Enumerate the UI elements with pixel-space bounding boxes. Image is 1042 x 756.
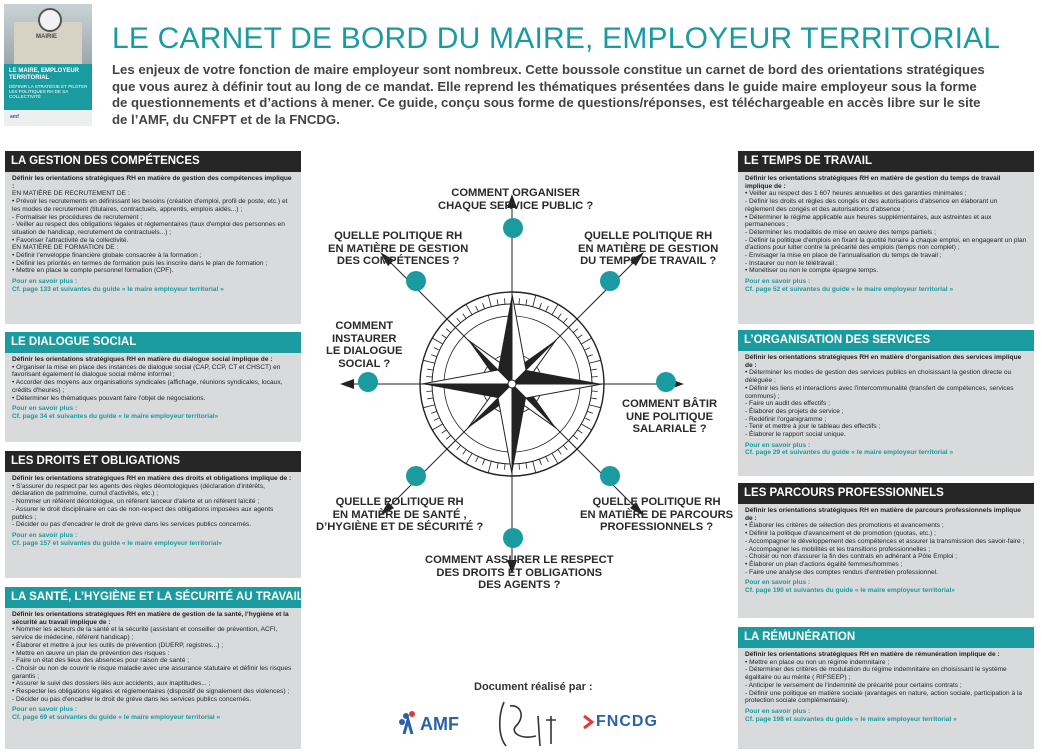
compass-tick <box>519 298 520 304</box>
list-item: • Accorder des moyens aux organisations syndicales (affichage, réunions syndicales, locaux, crédits d'heures) ; <box>12 379 283 394</box>
compass-tick <box>427 369 433 370</box>
card-body <box>5 472 301 550</box>
more-info-label: Pour en savoir plus : <box>12 278 78 286</box>
list-item: - Choisir ou non d'assurer la fin des contrats en adhérant à Pôle Emploi ; <box>745 553 958 561</box>
list-item: - Tenir et mettre à jour le tableau des effectifs ; <box>745 423 881 431</box>
compass-tick <box>526 463 527 469</box>
compass-tick <box>558 450 561 455</box>
compass-tick <box>431 355 437 357</box>
list-item: - Envisager la mise en place de l'annualisation du temps de travail ; <box>745 252 942 260</box>
card-list <box>745 522 1028 576</box>
card-list <box>745 369 1028 438</box>
compass-tick <box>427 398 433 399</box>
cnfpt-logo-text <box>496 696 499 697</box>
more-info-label: Pour en savoir plus : <box>745 579 811 587</box>
compass-tick <box>591 398 597 399</box>
question-east: COMMENT BÂTIR UNE POLITIQUE SALARIALE ? <box>622 398 718 436</box>
list-item: - Accompagner les mobilités et les transitions professionnelles ; <box>745 545 931 553</box>
card-list <box>12 483 295 529</box>
clock-icon <box>38 8 62 32</box>
card-left-1 <box>5 332 301 442</box>
compass-tick <box>446 435 451 439</box>
compass-tick <box>592 377 598 378</box>
compass-tick <box>483 459 485 465</box>
list-item: - Choisir ou non de couvrir le risque maladie avec une assurance statutaire et définir les risques garantis ; <box>12 664 292 680</box>
card-right-2 <box>738 483 1034 618</box>
compass-tick <box>505 464 506 470</box>
list-item: • Assurer le suivi des dossiers liés aux accidents, aux inaptitudes... ; <box>12 680 211 688</box>
page-title: LE CARNET DE BORD DU MAIRE, EMPLOYEUR TERRITORIAL <box>112 22 1001 55</box>
fncdg-logo-icon <box>582 714 596 730</box>
list-item: • Élaborer les critères de sélection des promotions et avancements ; <box>745 522 944 530</box>
card-lead: Définir les orientations stratégiques RH en matière d’organisation des services implique de : <box>745 354 1022 369</box>
compass-tick <box>431 411 437 413</box>
card-body <box>738 504 1034 598</box>
compass-tick <box>519 464 520 470</box>
list-item: - Nommer un référent déontologue, un référent lanceur d'alerte et un référent laïcité ; <box>12 498 260 506</box>
list-item: - Décider ou pas d'encadrer le droit de grève dans les services publics concernés. <box>12 695 252 703</box>
list-item: • Déterminer les modes de gestion des services publics en choisissant la gestion directe ou déléguée ; <box>745 369 1012 385</box>
compass-tick <box>533 295 536 307</box>
card-left-2 <box>5 451 301 578</box>
card-title: LES PARCOURS PROFESSIONNELS <box>738 483 1034 504</box>
northeast-dot <box>600 271 620 291</box>
made-by-label: Document réalisé par : <box>474 681 593 693</box>
card-lead: Définir les orientations stratégiques RH en matière de rémunération implique de : <box>745 651 1000 658</box>
compass-tick <box>497 299 498 305</box>
cover-title: LE MAIRE, EMPLOYEUR TERRITORIAL <box>9 68 80 81</box>
list-item: • Favoriser l'attractivité de la collectivité. <box>12 236 129 244</box>
compass-tick <box>587 355 593 357</box>
more-info-label: Pour en savoir plus : <box>745 441 811 449</box>
compass-tick <box>442 335 447 338</box>
compass-tick <box>426 391 432 392</box>
card-left-0 <box>5 151 301 324</box>
card-lead: Définir les orientations stratégiques RH en matière de gestion du temps de travail implique de : <box>745 175 1001 190</box>
compass-tick <box>466 304 472 314</box>
compass-tick <box>505 298 506 304</box>
fncdg-logo <box>582 713 658 735</box>
list-item: - Faire une analyse des comptes rendus d'entretien professionnel. <box>745 568 938 576</box>
card-title: L’ORGANISATION DES SERVICES <box>738 330 1034 351</box>
compass-tick <box>488 295 491 307</box>
compass-tick <box>563 445 567 450</box>
card-list <box>745 190 1028 275</box>
card-lead: Définir les orientations stratégiques RH en matière du dialogue social implique de : <box>12 356 273 363</box>
card-lead: Définir les orientations stratégiques RH en matière de gestion de la santé, l’hygiène et la sécurité au travail implique de : <box>12 611 289 626</box>
card-lead: Définir les orientations stratégiques RH en matière des droits et obligations implique de : <box>12 475 292 482</box>
cover-subtitle: DÉFINIR LA STRATÉGIE ET PILOTER LES POLITIQUES RH DE SA COLLECTIVITÉ <box>9 84 88 99</box>
card-body <box>738 351 1034 460</box>
cnfpt-logo-icon <box>496 696 566 750</box>
guide-cover-thumbnail <box>4 4 92 126</box>
compass-tick <box>585 418 590 421</box>
card-right-3 <box>738 627 1034 749</box>
southeast-dot <box>600 466 620 486</box>
compass-tick <box>573 435 578 439</box>
list-item: - Formaliser les procédures de recrutement ; <box>12 213 143 221</box>
question-north: COMMENT ORGANISER CHAQUE SERVICE PUBLIC ? <box>438 187 594 212</box>
more-info-label: Pour en savoir plus : <box>12 706 78 714</box>
card-title: LA GESTION DES COMPÉTENCES <box>5 151 301 172</box>
compass-tick <box>533 461 536 473</box>
card-title: LE DIALOGUE SOCIAL <box>5 332 301 353</box>
compass-tick <box>581 424 591 430</box>
question-south: COMMENT ASSURER LE RESPECT DES DROITS ET OBLIGATIONS DES AGENTS ? <box>425 554 614 592</box>
guide-reference-link[interactable]: Cf. page 69 et suivantes du guide « le maire employeur territorial » <box>12 714 221 722</box>
more-info-label: Pour en savoir plus : <box>745 278 811 286</box>
card-title: LA RÉMUNÉRATION <box>738 627 1034 648</box>
compass-tick <box>552 453 558 463</box>
compass-tick <box>497 463 498 469</box>
compass-tick <box>591 369 597 370</box>
question-northeast: QUELLE POLITIQUE RH EN MATIÈRE DE GESTION DU TEMPS DE TRAVAIL ? <box>578 230 719 268</box>
card-body <box>5 172 301 297</box>
north-dot <box>503 218 523 238</box>
question-west: COMMENT INSTAURER LE DIALOGUE SOCIAL ? <box>326 320 403 370</box>
more-info-label: Pour en savoir plus : <box>745 707 811 715</box>
guide-reference-link[interactable]: Cf. page 29 et suivantes du guide « le maire employeur territorial » <box>745 449 954 457</box>
more-info-label: Pour en savoir plus : <box>12 531 78 539</box>
compass-tick <box>573 329 578 333</box>
compass-tick <box>488 461 491 473</box>
compass-tick <box>546 306 549 311</box>
question-northwest: QUELLE POLITIQUE RH EN MATIÈRE DE GESTION DES COMPÉTENCES ? <box>328 230 469 268</box>
question-southwest: QUELLE POLITIQUE RH EN MATIÈRE DE SANTÉ , D’HYGIÈNE ET DE SÉCURITÉ ? <box>316 496 484 534</box>
southwest-dot <box>406 466 426 486</box>
question-southeast: QUELLE POLITIQUE RH EN MATIÈRE DE PARCOURS PROFESSIONNELS ? <box>580 496 734 534</box>
compass-tick <box>432 338 442 344</box>
list-item: • Mettre en place le compte personnel formation (CPF). <box>12 267 174 275</box>
cnfpt-logo <box>496 696 566 755</box>
list-item: EN MATIÈRE DE RECRUTEMENT DE : <box>12 190 130 198</box>
south-dot <box>503 528 523 548</box>
list-item: • Nommer les acteurs de la santé et la sécurité (assistant et conseiller de prévention, ACFI, service de médecine, référent handicap) ; <box>12 626 278 642</box>
guide-reference-link[interactable]: Cf. page 52 et suivantes du guide « le maire employeur territorial » <box>745 285 954 293</box>
compass-tick <box>434 418 439 421</box>
list-item: • Organiser la mise en place des instances de dialogue social (CAP, CCP, CT et CHSCT) en favorisant également le dialogue social même informel ; <box>12 363 281 379</box>
compass-tick <box>426 377 432 378</box>
list-item: - Définir la politique d'emplois en fixant la quotité horaire à chaque emploi, en engageant un plan d'actions pour lutter contre la précarité des emplois (temps non complet) ; <box>745 236 1027 252</box>
compass-tick <box>587 411 593 413</box>
card-body <box>738 648 1034 726</box>
list-item: • Définir les priorités en termes de formation puis les inscrire dans le plan de formation ; <box>12 259 268 267</box>
cover-building-label: MAIRIE <box>36 34 57 40</box>
northwest-dot <box>406 271 426 291</box>
compass-tick <box>589 360 601 363</box>
card-right-0 <box>738 151 1034 324</box>
compass-tick <box>563 318 567 323</box>
card-body <box>5 608 301 725</box>
card-list <box>12 626 295 703</box>
list-item: • Déterminer le régime applicable aux heures supplémentaires, aux astreintes et aux permanences ; <box>745 213 992 229</box>
compass-tick <box>446 329 451 333</box>
east-dot <box>656 372 676 392</box>
list-item: - Faire un audit des effectifs ; <box>745 400 830 408</box>
compass-tick <box>539 459 541 465</box>
card-title: LES DROITS ET OBLIGATIONS <box>5 451 301 472</box>
compass-tick <box>578 335 583 338</box>
list-item: - Élaborer le rapport social unique. <box>745 431 846 439</box>
guide-reference-link[interactable]: Cf. page 34 et suivantes du guide « le maire employeur territorial» <box>12 412 219 420</box>
list-item: - Instaurer ou non le télétravail ; <box>745 259 838 267</box>
list-item: - Déterminer les modalités de mise en œuvre des temps partiels ; <box>745 228 936 236</box>
list-item: - Veiller au respect des obligations légales et réglementaires (taux d'emploi des personnes en situation de handicap, recrutement de contractuels...) ; <box>12 221 285 236</box>
amf-logo-text: AMF <box>420 714 459 734</box>
fncdg-logo-text: FNCDG <box>596 713 658 730</box>
list-item: • Respecter les obligations légales et réglementaires (dispositif de signalement des violences) ; <box>12 688 290 696</box>
cover-footer-logo: amf <box>10 114 19 120</box>
list-item: • Mettre en place ou non un régime indemnitaire ; <box>745 658 890 666</box>
compass-tick <box>589 405 601 408</box>
compass-tick <box>463 314 466 319</box>
compass-tick <box>476 457 479 462</box>
amf-logo <box>398 708 468 743</box>
compass-tick <box>592 391 598 392</box>
guide-reference-link[interactable]: Cf. page 133 et suivantes du guide « le maire employeur territorial » <box>12 285 224 293</box>
list-item: - Déterminer des critères de modulation du régime indemnitaire en choisissant le système égalitaire ou au mérite ( RIFSEEP) ; <box>745 666 1007 682</box>
card-title: LE TEMPS DE TRAVAIL <box>738 151 1034 172</box>
card-lead: Définir les orientations stratégiques RH en matière de gestion des compétences implique : <box>12 175 292 190</box>
compass-tick <box>423 405 435 408</box>
compass-tick <box>585 348 590 351</box>
list-item: • Prévoir les recrutements en définissant les besoins (création d'emploi, profil de poste, etc.) et les modes de recrutement (titulaires, contractuels, apprentis, emplois aidés...) ; <box>12 198 288 213</box>
card-lead: Définir les orientations stratégiques RH en matière de parcours professionnels implique de : <box>745 507 1021 522</box>
guide-reference-link[interactable]: Cf. page 190 et suivantes du guide « le maire employeur territorial» <box>745 587 955 595</box>
intro-paragraph: Les enjeux de votre fonction de maire employeur sont nombreux. Cette boussole constitue un carnet de bord des orientations stratégiques que vous aurez à définir tout au long de ce mandat. Elle reprend les thématiques présentées dans le guide maire employeur sous la forme de questionnements et d’actions à mener. Ce guide, conçu sous forme de questions/réponses, est téléchargeable en accès libre sur le site de l’AMF, du CNFPT et de la FNCDG. <box>112 62 985 127</box>
compass-tick <box>457 318 461 323</box>
compass-tick <box>483 303 485 309</box>
compass-tick <box>476 306 479 311</box>
list-item: - Assurer le droit disciplinaire en cas de non-respect des obligations imposées aux agents publics ; <box>12 505 274 521</box>
compass-tick <box>423 360 435 363</box>
list-item: - Accompagner le développement des compétences et assurer la transmission des savoir-faire ; <box>745 537 1025 545</box>
list-item: - Définir les droits et règles des congés et des autorisations d'absence en élaborant un règlement des congés et des autorisations d'absence ; <box>745 198 998 213</box>
list-item: • Élaborer et mettre à jour les outils de prévention (DUERP, registres...) ; <box>12 641 224 649</box>
guide-reference-link[interactable]: Cf. page 198 et suivantes du guide « le maire employeur territorial » <box>745 715 957 723</box>
card-body <box>738 172 1034 297</box>
card-right-1 <box>738 330 1034 476</box>
card-title: LA SANTÉ, L’HYGIÈNE ET LA SÉCURITÉ AU TRAVAIL <box>5 587 301 608</box>
compass-tick <box>434 348 439 351</box>
list-item: • Élaborer un plan d'actions égalité femmes/hommes ; <box>745 560 903 568</box>
guide-reference-link[interactable]: Cf. page 157 et suivantes du guide « le maire employeur territorial» <box>12 539 222 547</box>
west-dot <box>358 372 378 392</box>
compass-tick <box>463 450 466 455</box>
card-list <box>745 659 1028 705</box>
list-item: EN MATIÈRE DE FORMATION DE : <box>12 244 119 252</box>
list-item: • S'assurer du respect par les agents des règles déontologiques (déclaration d'intérêts, déclaration de patrimoine, cumul d'activités, etc.) ; <box>12 482 265 498</box>
list-item: - Anticiper le versement de l'indemnité de précarité pour certains contrats ; <box>745 681 962 689</box>
list-item: - Élaborer des projets de service ; <box>745 407 844 415</box>
list-item: • Déterminer les thématiques pouvant faire l'objet de négociations. <box>12 394 206 402</box>
list-item: • Définir la politique d'avancement et de promotion (quotas, etc.) ; <box>745 530 936 538</box>
list-item: • Définir les liens et interactions avec l'intercommunalité (transfert de compétences, services communs) ; <box>745 384 1014 400</box>
card-body <box>5 353 301 424</box>
compass-tick <box>552 304 558 314</box>
compass-tick <box>558 314 561 319</box>
list-item: • Mettre en œuvre un plan de prévention des risques : <box>12 649 170 657</box>
compass-tick <box>457 445 461 450</box>
compass-tick <box>546 457 549 462</box>
card-list <box>12 190 295 275</box>
compass-tick <box>539 303 541 309</box>
list-item: - Faire un état des lieux des absences pour raison de santé ; <box>12 657 190 665</box>
compass-tick <box>442 430 447 433</box>
list-item: - Décider ou pas d'encadrer le droit de grève dans les services publics concernés. <box>12 521 252 529</box>
list-item: - Redéfinir l'organigramme ; <box>745 415 827 423</box>
list-item: • Veiller au respect des 1 607 heures annuelles et des garanties minimales ; <box>745 190 967 198</box>
card-list <box>12 364 295 403</box>
more-info-label: Pour en savoir plus : <box>12 405 78 413</box>
compass-tick <box>466 453 472 463</box>
compass-tick <box>581 338 591 344</box>
card-left-3 <box>5 587 304 749</box>
list-item: - Définir une politique en matière sociale (avantages en nature, action sociale, participation à la protection sociale complémentaire). <box>745 689 1023 705</box>
list-item: • Monétiser ou non le compte épargne temps. <box>745 267 879 275</box>
list-item: • Définir l'enveloppe financière globale consacrée à la formation ; <box>12 252 202 260</box>
compass-tick <box>432 424 442 430</box>
compass-tick <box>526 299 527 305</box>
compass-tick <box>578 430 583 433</box>
